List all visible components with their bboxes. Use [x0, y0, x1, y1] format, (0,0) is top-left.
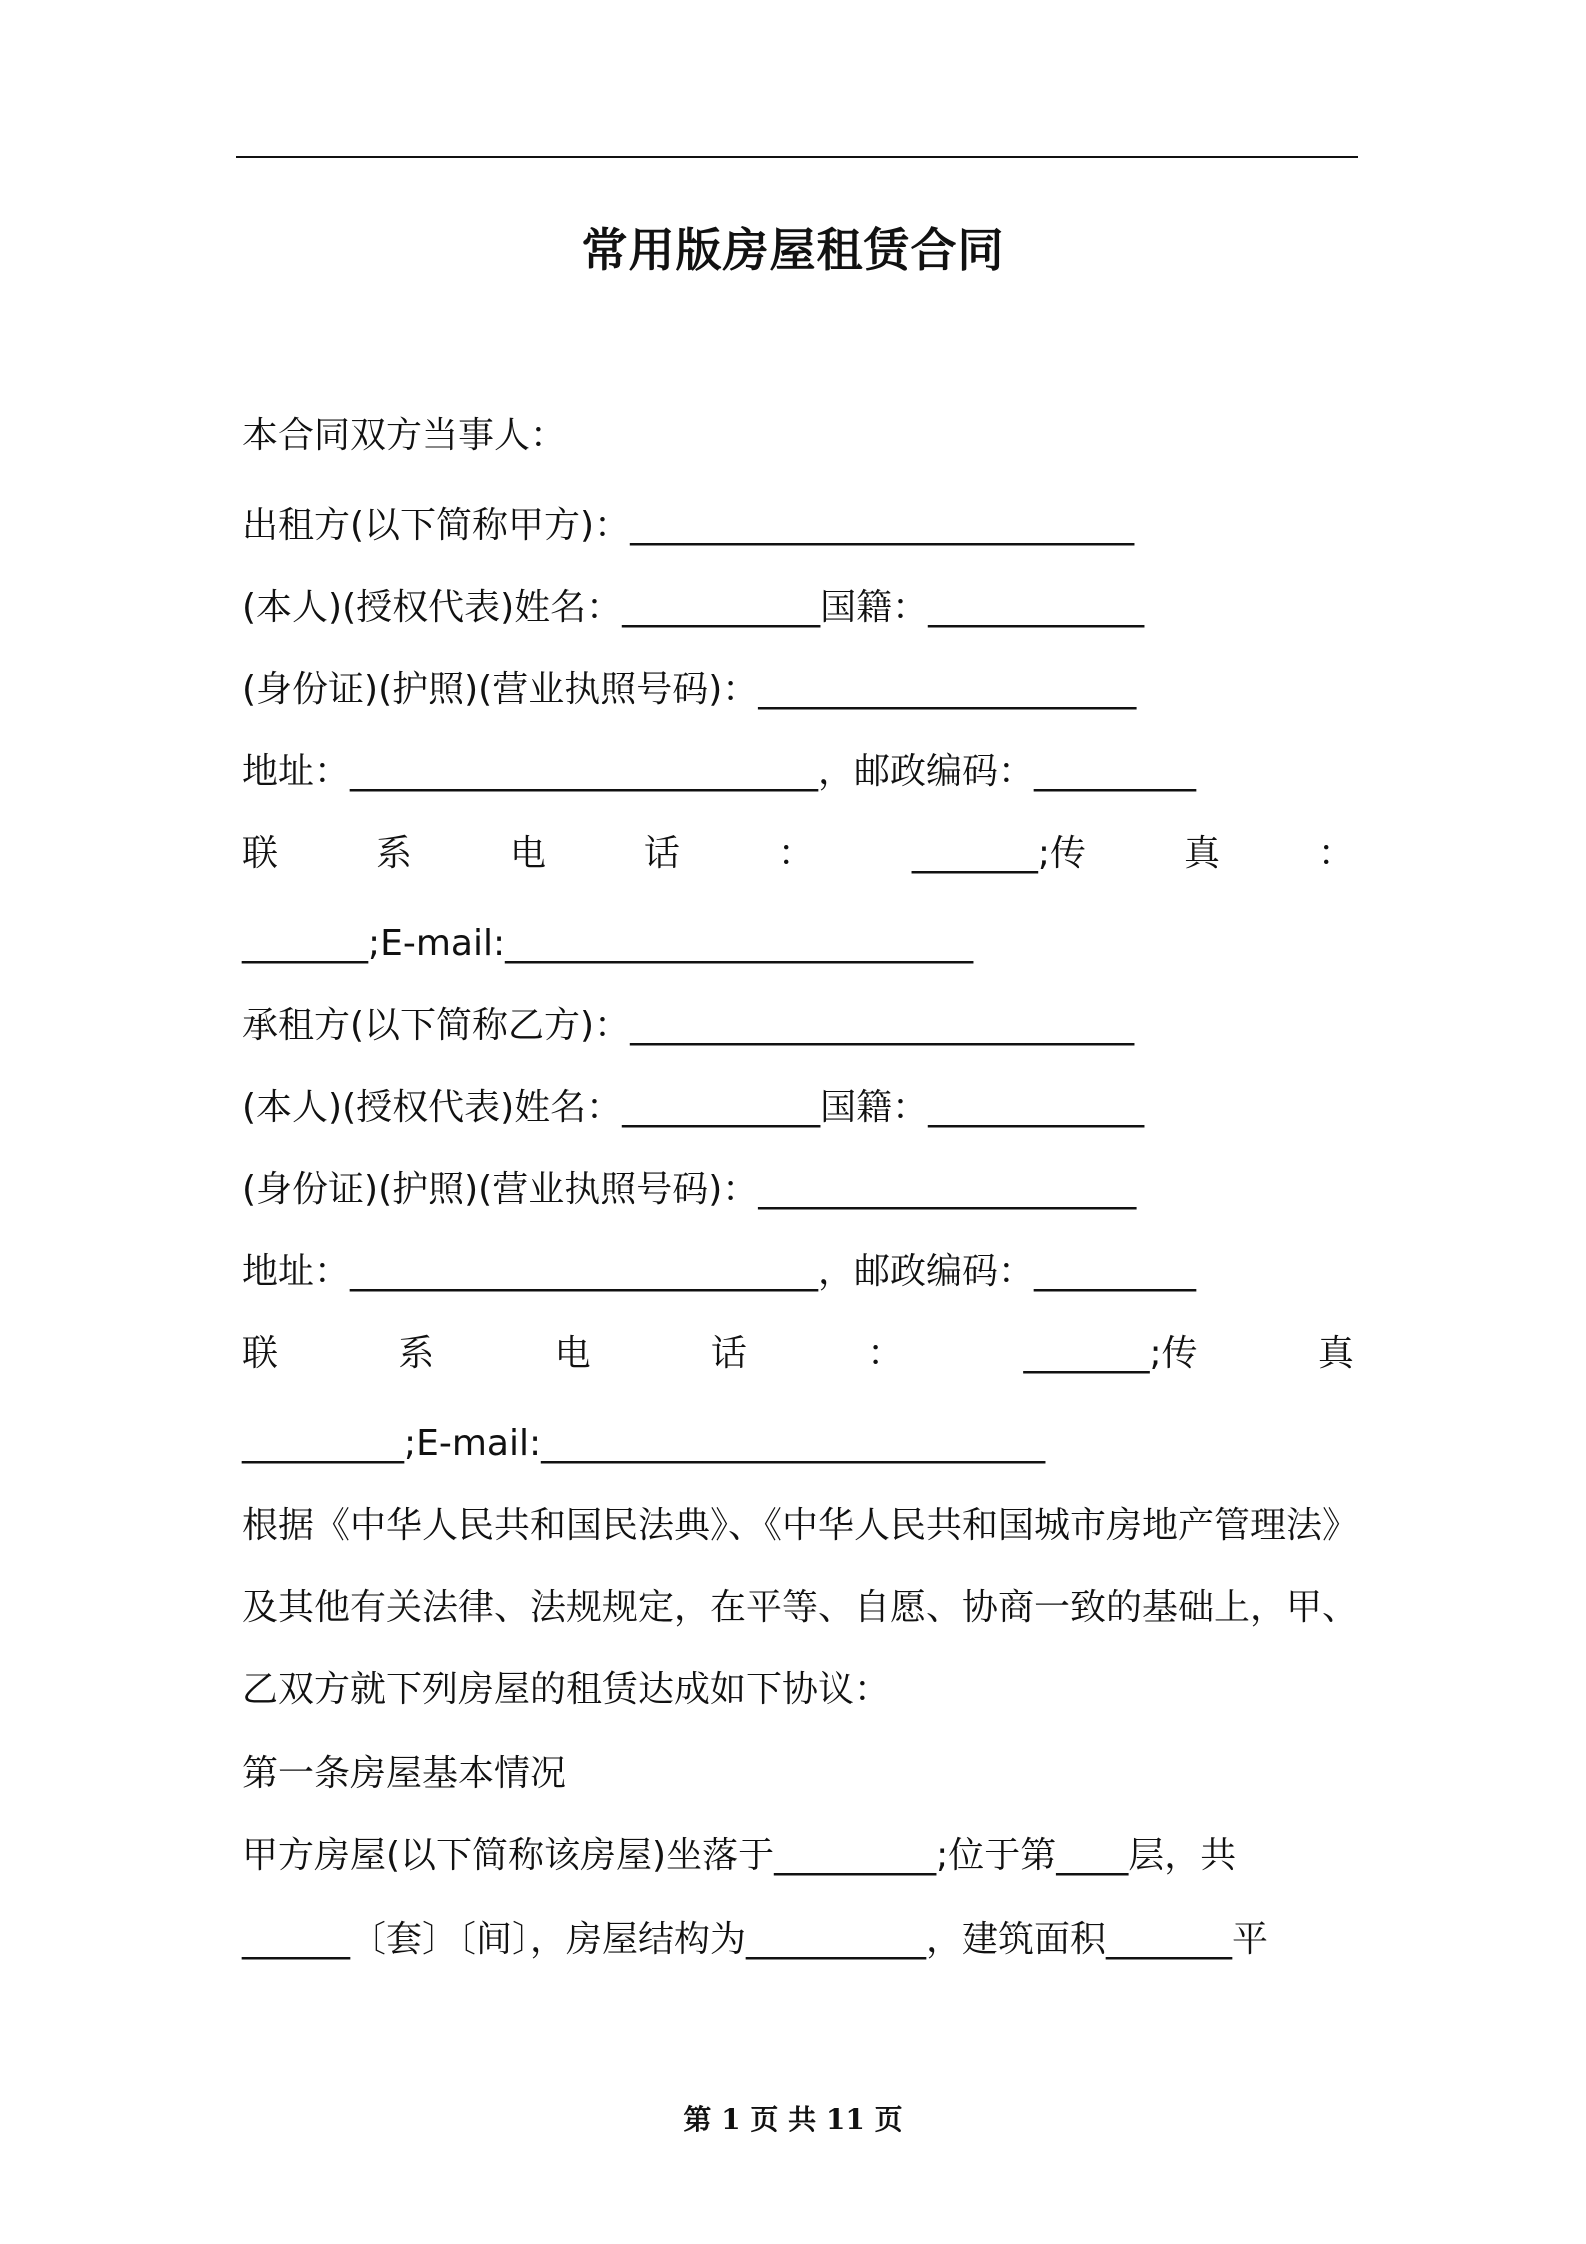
- phone-blank-fax: _______;传: [1023, 1333, 1198, 1374]
- lessor-line: 出租方(以下简称甲方)：____________________________: [242, 505, 1135, 546]
- phone-char: ：: [867, 1333, 904, 1374]
- phone-blank-fax: _______;传: [911, 833, 1086, 874]
- phone-char: 联: [242, 1333, 279, 1374]
- lessor-phone-fax-row: [242, 832, 1354, 876]
- article-1-line-2: [242, 1918, 1354, 1962]
- phone-char: 话: [710, 1333, 747, 1374]
- lessor-name-nationality: (本人)(授权代表)姓名：___________国籍：____________: [242, 587, 1145, 628]
- lessee-phone-fax-row: [242, 1332, 1354, 1376]
- fax-char: 真: [1183, 833, 1220, 874]
- phone-char: 电: [554, 1333, 591, 1374]
- lessee-fax-email: _________;E-mail:____________________________: [242, 1423, 1046, 1464]
- parties-heading: 本合同双方当事人：: [242, 415, 567, 456]
- clause-text: ______〔套〕〔间〕，房屋结构为__________，建筑面积_______平: [242, 1919, 1269, 1960]
- phone-char: 话: [643, 833, 680, 874]
- phone-char: ：: [777, 833, 814, 874]
- lessee-id-number: (身份证)(护照)(营业执照号码)：_____________________: [242, 1169, 1137, 1210]
- preamble-line-3: 乙双方就下列房屋的租赁达成如下协议：: [242, 1669, 891, 1710]
- clause-text: 甲方房屋(以下简称该房屋)坐落于_________;位于第____层，共: [242, 1835, 1237, 1876]
- fax-char: 真: [1317, 1333, 1354, 1374]
- fax-colon: ：: [1317, 833, 1354, 874]
- lessor-address: 地址：__________________________，邮政编码：_________: [242, 751, 1197, 792]
- phone-char: 系: [375, 833, 412, 874]
- lessor-id-number: (身份证)(护照)(营业执照号码)：_____________________: [242, 669, 1137, 710]
- preamble-line-2: 及其他有关法律、法规规定，在平等、自愿、协商一致的基础上，甲、: [242, 1587, 1359, 1628]
- phone-char: 电: [509, 833, 546, 874]
- article-1-heading: 第一条房屋基本情况: [242, 1753, 567, 1794]
- lessee-address: 地址：__________________________，邮政编码：_________: [242, 1251, 1197, 1292]
- header-rule: [236, 156, 1358, 158]
- article-1-line-1: [242, 1834, 1354, 1878]
- document-title: 常用版房屋租赁合同: [581, 223, 1005, 277]
- lessee-line: 承租方(以下简称乙方)：____________________________: [242, 1005, 1135, 1046]
- phone-char: 联: [242, 833, 279, 874]
- page-footer: 第 1 页 共 11 页: [683, 2103, 903, 2136]
- lessee-name-nationality: (本人)(授权代表)姓名：___________国籍：____________: [242, 1087, 1145, 1128]
- preamble-line-1: 根据《中华人民共和国民法典》、《中华人民共和国城市房地产管理法》: [242, 1505, 1359, 1546]
- phone-char: 系: [398, 1333, 435, 1374]
- lessor-fax-email: _______;E-mail:__________________________: [242, 923, 974, 964]
